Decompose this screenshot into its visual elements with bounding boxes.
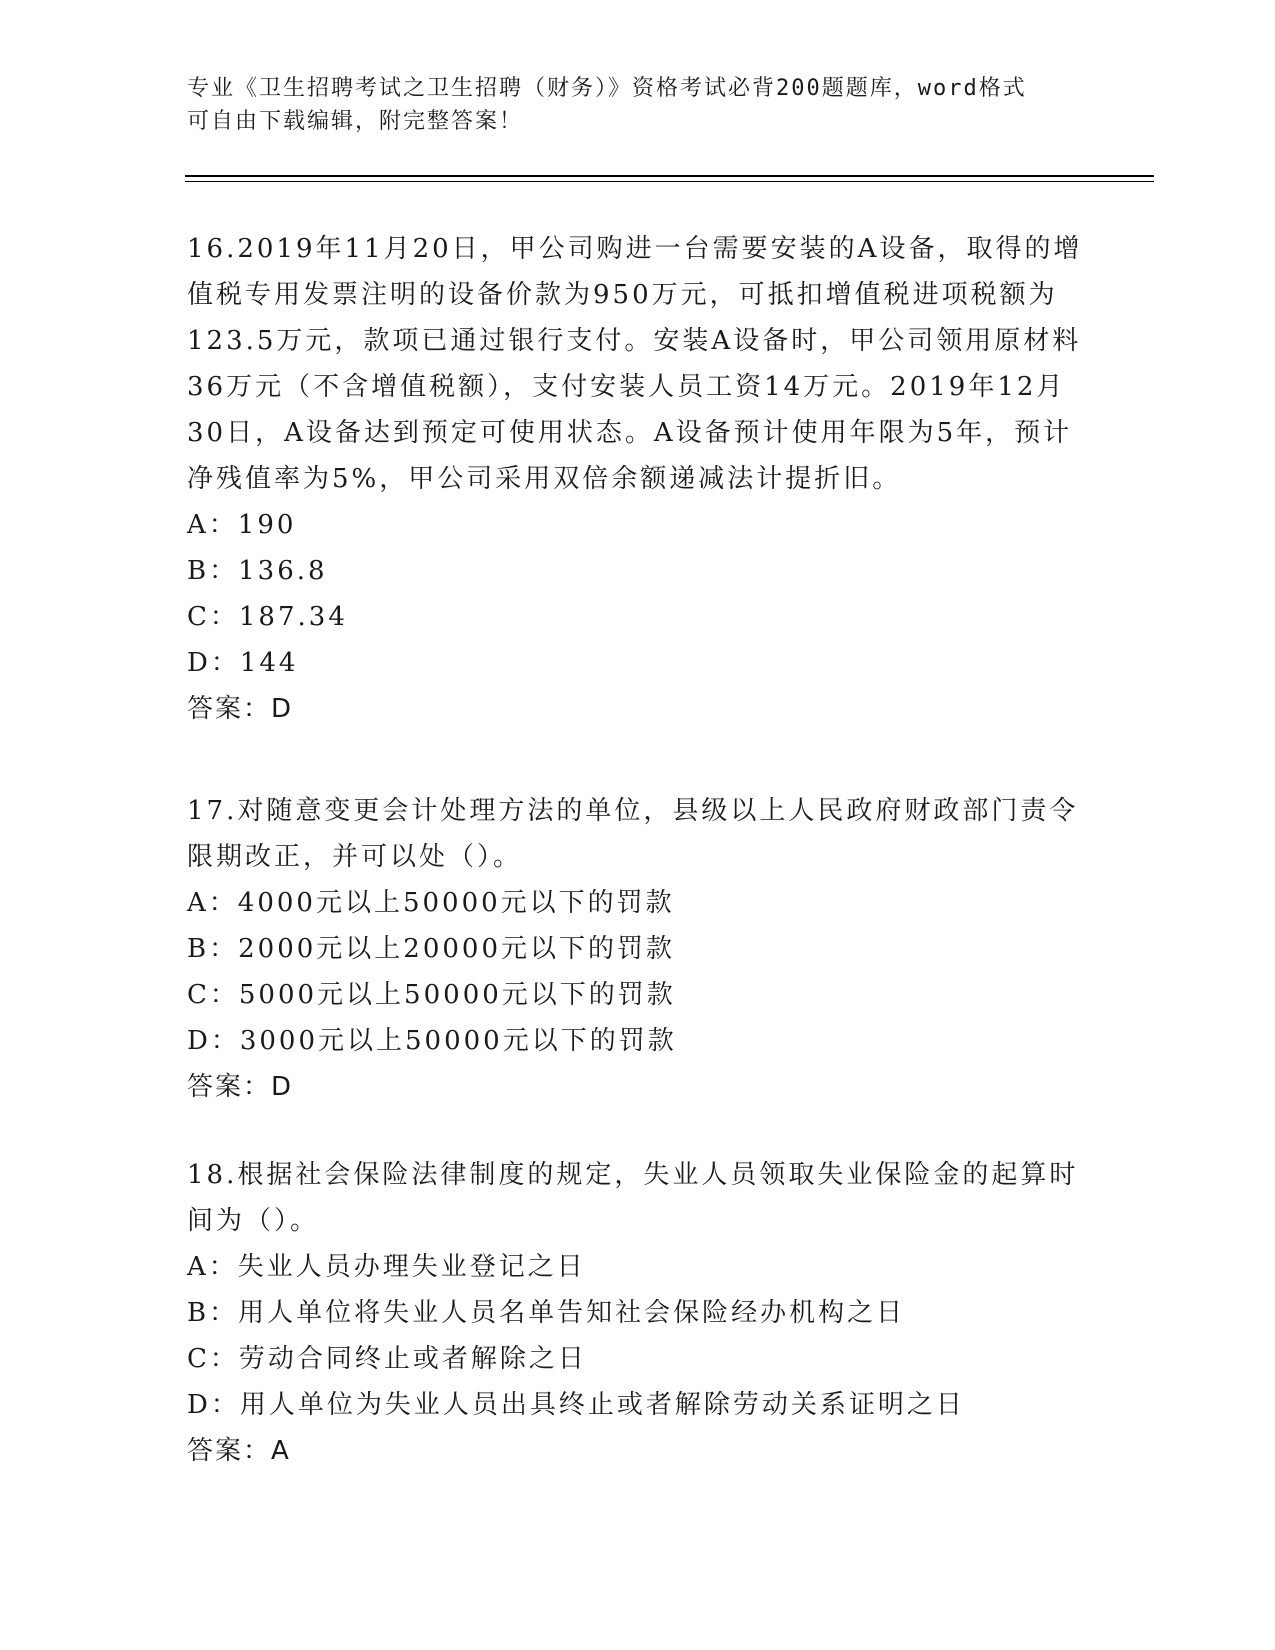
option-c: C：187.34	[187, 602, 348, 632]
option-a: A：190	[187, 510, 297, 540]
question-17	[187, 788, 1087, 1110]
option-b: B：2000元以上20000元以下的罚款	[187, 934, 675, 964]
option-b: B：用人单位将失业人员名单告知社会保险经办机构之日	[187, 1298, 906, 1328]
option-a: A：4000元以上50000元以下的罚款	[187, 888, 675, 918]
answer-line: 答案：D	[187, 1072, 294, 1102]
option-c: C：5000元以上50000元以下的罚款	[187, 980, 676, 1010]
document-header	[187, 72, 1087, 138]
option-c: C：劳动合同终止或者解除之日	[187, 1344, 587, 1374]
option-d: D：3000元以上50000元以下的罚款	[187, 1026, 677, 1056]
option-a: A：失业人员办理失业登记之日	[187, 1252, 586, 1282]
question-stem: 18.根据社会保险法律制度的规定，失业人员领取失业保险金的起算时间为（）。	[187, 1160, 1079, 1236]
header-divider-thick	[185, 175, 1154, 177]
header-title-line-2: 可自由下载编辑，附完整答案！	[187, 109, 524, 134]
question-stem: 17.对随意变更会计处理方法的单位，县级以上人民政府财政部门责令限期改正，并可以处（）。	[187, 796, 1079, 872]
question-18	[187, 1152, 1087, 1474]
header-divider-thin	[185, 181, 1154, 182]
question-stem: 16.2019年11月20日，甲公司购进一台需要安装的A设备，取得的增值税专用发票注明的设备价款为950万元，可抵扣增值税进项税额为123.5万元，款项已通过银行支付。安装A设备时，甲公司领用原材料36万元（不含增值税额），支付安装人员工资14万元。2019年12月30日，A设备达到预定可使用状态。A设备预计使用年限为5年，预计净残值率为5%，甲公司采用双倍余额递减法计提折旧。	[187, 234, 1083, 494]
header-title-line-1: 专业《卫生招聘考试之卫生招聘（财务）》资格考试必背200题题库，word格式	[187, 76, 1027, 101]
option-b: B：136.8	[187, 556, 328, 586]
option-d: D：用人单位为失业人员出具终止或者解除劳动关系证明之日	[187, 1390, 965, 1420]
answer-line: 答案：A	[187, 1436, 291, 1466]
question-16	[187, 226, 1087, 732]
option-d: D：144	[187, 648, 299, 678]
answer-line: 答案：D	[187, 694, 294, 724]
